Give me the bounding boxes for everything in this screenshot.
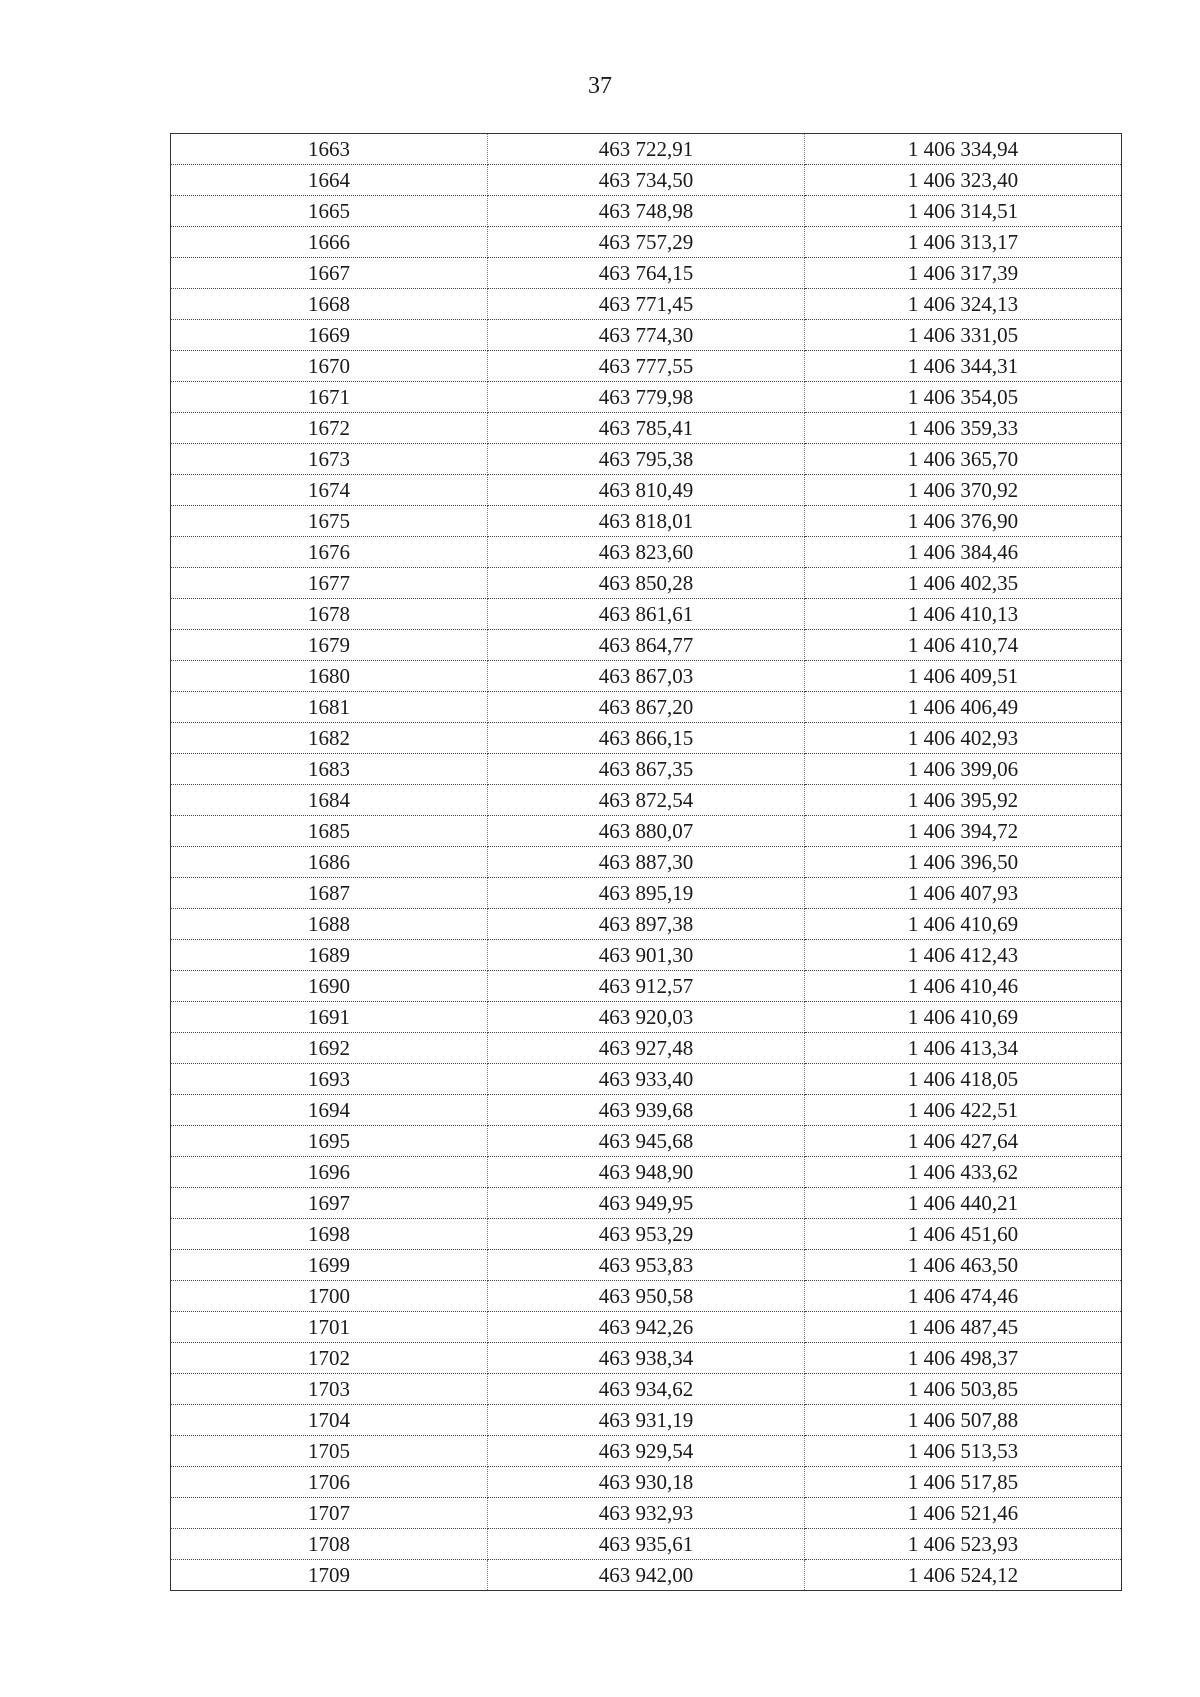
table-row — [171, 1188, 1122, 1219]
x-coordinate-cell: 463 823,60 — [488, 537, 805, 568]
y-coordinate-cell: 1 406 376,90 — [805, 506, 1122, 537]
x-coordinate-cell: 463 930,18 — [488, 1467, 805, 1498]
x-coordinate-cell: 463 939,68 — [488, 1095, 805, 1126]
table-row — [171, 196, 1122, 227]
table-row — [171, 754, 1122, 785]
point-number-cell: 1689 — [171, 940, 488, 971]
y-coordinate-cell: 1 406 498,37 — [805, 1343, 1122, 1374]
point-number-cell: 1680 — [171, 661, 488, 692]
x-coordinate-cell: 463 901,30 — [488, 940, 805, 971]
table-row — [171, 1436, 1122, 1467]
table-row — [171, 382, 1122, 413]
table-row — [171, 475, 1122, 506]
y-coordinate-cell: 1 406 474,46 — [805, 1281, 1122, 1312]
x-coordinate-cell: 463 931,19 — [488, 1405, 805, 1436]
table-row — [171, 1281, 1122, 1312]
point-number-cell: 1670 — [171, 351, 488, 382]
table-row — [171, 630, 1122, 661]
x-coordinate-cell: 463 779,98 — [488, 382, 805, 413]
point-number-cell: 1683 — [171, 754, 488, 785]
y-coordinate-cell: 1 406 402,93 — [805, 723, 1122, 754]
point-number-cell: 1687 — [171, 878, 488, 909]
x-coordinate-cell: 463 795,38 — [488, 444, 805, 475]
x-coordinate-cell: 463 748,98 — [488, 196, 805, 227]
y-coordinate-cell: 1 406 513,53 — [805, 1436, 1122, 1467]
y-coordinate-cell: 1 406 410,74 — [805, 630, 1122, 661]
y-coordinate-cell: 1 406 407,93 — [805, 878, 1122, 909]
point-number-cell: 1668 — [171, 289, 488, 320]
x-coordinate-cell: 463 867,20 — [488, 692, 805, 723]
table-row — [171, 1529, 1122, 1560]
point-number-cell: 1673 — [171, 444, 488, 475]
table-row — [171, 909, 1122, 940]
x-coordinate-cell: 463 810,49 — [488, 475, 805, 506]
point-number-cell: 1665 — [171, 196, 488, 227]
y-coordinate-cell: 1 406 331,05 — [805, 320, 1122, 351]
point-number-cell: 1707 — [171, 1498, 488, 1529]
y-coordinate-cell: 1 406 396,50 — [805, 847, 1122, 878]
y-coordinate-cell: 1 406 359,33 — [805, 413, 1122, 444]
y-coordinate-cell: 1 406 313,17 — [805, 227, 1122, 258]
table-row — [171, 1250, 1122, 1281]
point-number-cell: 1676 — [171, 537, 488, 568]
y-coordinate-cell: 1 406 334,94 — [805, 134, 1122, 165]
table-row — [171, 1219, 1122, 1250]
y-coordinate-cell: 1 406 402,35 — [805, 568, 1122, 599]
x-coordinate-cell: 463 785,41 — [488, 413, 805, 444]
y-coordinate-cell: 1 406 422,51 — [805, 1095, 1122, 1126]
x-coordinate-cell: 463 887,30 — [488, 847, 805, 878]
table-row — [171, 940, 1122, 971]
point-number-cell: 1663 — [171, 134, 488, 165]
y-coordinate-cell: 1 406 324,13 — [805, 289, 1122, 320]
y-coordinate-cell: 1 406 365,70 — [805, 444, 1122, 475]
table-row — [171, 444, 1122, 475]
point-number-cell: 1698 — [171, 1219, 488, 1250]
y-coordinate-cell: 1 406 433,62 — [805, 1157, 1122, 1188]
x-coordinate-cell: 463 734,50 — [488, 165, 805, 196]
table-row — [171, 1126, 1122, 1157]
point-number-cell: 1694 — [171, 1095, 488, 1126]
y-coordinate-cell: 1 406 440,21 — [805, 1188, 1122, 1219]
x-coordinate-cell: 463 897,38 — [488, 909, 805, 940]
point-number-cell: 1679 — [171, 630, 488, 661]
coordinates-table-body — [171, 134, 1122, 1591]
table-row — [171, 1467, 1122, 1498]
y-coordinate-cell: 1 406 344,31 — [805, 351, 1122, 382]
y-coordinate-cell: 1 406 354,05 — [805, 382, 1122, 413]
y-coordinate-cell: 1 406 503,85 — [805, 1374, 1122, 1405]
table-row — [171, 785, 1122, 816]
x-coordinate-cell: 463 945,68 — [488, 1126, 805, 1157]
point-number-cell: 1692 — [171, 1033, 488, 1064]
x-coordinate-cell: 463 920,03 — [488, 1002, 805, 1033]
point-number-cell: 1702 — [171, 1343, 488, 1374]
x-coordinate-cell: 463 950,58 — [488, 1281, 805, 1312]
point-number-cell: 1671 — [171, 382, 488, 413]
point-number-cell: 1667 — [171, 258, 488, 289]
point-number-cell: 1685 — [171, 816, 488, 847]
point-number-cell: 1675 — [171, 506, 488, 537]
x-coordinate-cell: 463 818,01 — [488, 506, 805, 537]
x-coordinate-cell: 463 722,91 — [488, 134, 805, 165]
table-row — [171, 878, 1122, 909]
y-coordinate-cell: 1 406 413,34 — [805, 1033, 1122, 1064]
table-row — [171, 1343, 1122, 1374]
table-row — [171, 1033, 1122, 1064]
point-number-cell: 1684 — [171, 785, 488, 816]
table-row — [171, 1374, 1122, 1405]
y-coordinate-cell: 1 406 427,64 — [805, 1126, 1122, 1157]
x-coordinate-cell: 463 774,30 — [488, 320, 805, 351]
x-coordinate-cell: 463 927,48 — [488, 1033, 805, 1064]
y-coordinate-cell: 1 406 395,92 — [805, 785, 1122, 816]
y-coordinate-cell: 1 406 406,49 — [805, 692, 1122, 723]
point-number-cell: 1677 — [171, 568, 488, 599]
table-row — [171, 165, 1122, 196]
table-row — [171, 568, 1122, 599]
table-row — [171, 413, 1122, 444]
table-row — [171, 971, 1122, 1002]
point-number-cell: 1699 — [171, 1250, 488, 1281]
y-coordinate-cell: 1 406 412,43 — [805, 940, 1122, 971]
x-coordinate-cell: 463 864,77 — [488, 630, 805, 661]
x-coordinate-cell: 463 867,35 — [488, 754, 805, 785]
point-number-cell: 1697 — [171, 1188, 488, 1219]
y-coordinate-cell: 1 406 384,46 — [805, 537, 1122, 568]
table-row — [171, 289, 1122, 320]
table-row — [171, 1405, 1122, 1436]
point-number-cell: 1691 — [171, 1002, 488, 1033]
x-coordinate-cell: 463 933,40 — [488, 1064, 805, 1095]
page-number: 37 — [588, 73, 612, 99]
table-row — [171, 599, 1122, 630]
point-number-cell: 1686 — [171, 847, 488, 878]
point-number-cell: 1706 — [171, 1467, 488, 1498]
point-number-cell: 1681 — [171, 692, 488, 723]
x-coordinate-cell: 463 934,62 — [488, 1374, 805, 1405]
table-row — [171, 723, 1122, 754]
y-coordinate-cell: 1 406 418,05 — [805, 1064, 1122, 1095]
y-coordinate-cell: 1 406 317,39 — [805, 258, 1122, 289]
table-row — [171, 661, 1122, 692]
x-coordinate-cell: 463 948,90 — [488, 1157, 805, 1188]
point-number-cell: 1672 — [171, 413, 488, 444]
point-number-cell: 1690 — [171, 971, 488, 1002]
point-number-cell: 1693 — [171, 1064, 488, 1095]
x-coordinate-cell: 463 867,03 — [488, 661, 805, 692]
y-coordinate-cell: 1 406 394,72 — [805, 816, 1122, 847]
x-coordinate-cell: 463 866,15 — [488, 723, 805, 754]
point-number-cell: 1700 — [171, 1281, 488, 1312]
point-number-cell: 1709 — [171, 1560, 488, 1591]
x-coordinate-cell: 463 942,00 — [488, 1560, 805, 1591]
point-number-cell: 1674 — [171, 475, 488, 506]
table-row — [171, 1560, 1122, 1591]
x-coordinate-cell: 463 953,29 — [488, 1219, 805, 1250]
x-coordinate-cell: 463 912,57 — [488, 971, 805, 1002]
table-row — [171, 692, 1122, 723]
y-coordinate-cell: 1 406 524,12 — [805, 1560, 1122, 1591]
y-coordinate-cell: 1 406 487,45 — [805, 1312, 1122, 1343]
x-coordinate-cell: 463 771,45 — [488, 289, 805, 320]
x-coordinate-cell: 463 932,93 — [488, 1498, 805, 1529]
y-coordinate-cell: 1 406 451,60 — [805, 1219, 1122, 1250]
table-row — [171, 1312, 1122, 1343]
table-row — [171, 1064, 1122, 1095]
table-row — [171, 351, 1122, 382]
x-coordinate-cell: 463 757,29 — [488, 227, 805, 258]
table-row — [171, 1095, 1122, 1126]
point-number-cell: 1682 — [171, 723, 488, 754]
point-number-cell: 1678 — [171, 599, 488, 630]
y-coordinate-cell: 1 406 410,69 — [805, 909, 1122, 940]
x-coordinate-cell: 463 953,83 — [488, 1250, 805, 1281]
y-coordinate-cell: 1 406 314,51 — [805, 196, 1122, 227]
y-coordinate-cell: 1 406 410,69 — [805, 1002, 1122, 1033]
table-row — [171, 227, 1122, 258]
y-coordinate-cell: 1 406 507,88 — [805, 1405, 1122, 1436]
y-coordinate-cell: 1 406 410,13 — [805, 599, 1122, 630]
y-coordinate-cell: 1 406 399,06 — [805, 754, 1122, 785]
table-row — [171, 258, 1122, 289]
x-coordinate-cell: 463 895,19 — [488, 878, 805, 909]
coordinates-table — [170, 133, 1122, 1591]
point-number-cell: 1705 — [171, 1436, 488, 1467]
y-coordinate-cell: 1 406 409,51 — [805, 661, 1122, 692]
point-number-cell: 1669 — [171, 320, 488, 351]
x-coordinate-cell: 463 938,34 — [488, 1343, 805, 1374]
point-number-cell: 1701 — [171, 1312, 488, 1343]
x-coordinate-cell: 463 764,15 — [488, 258, 805, 289]
table-row — [171, 1498, 1122, 1529]
table-row — [171, 847, 1122, 878]
y-coordinate-cell: 1 406 323,40 — [805, 165, 1122, 196]
x-coordinate-cell: 463 935,61 — [488, 1529, 805, 1560]
table-row — [171, 1157, 1122, 1188]
x-coordinate-cell: 463 777,55 — [488, 351, 805, 382]
table-row — [171, 816, 1122, 847]
x-coordinate-cell: 463 872,54 — [488, 785, 805, 816]
y-coordinate-cell: 1 406 523,93 — [805, 1529, 1122, 1560]
y-coordinate-cell: 1 406 463,50 — [805, 1250, 1122, 1281]
point-number-cell: 1708 — [171, 1529, 488, 1560]
y-coordinate-cell: 1 406 410,46 — [805, 971, 1122, 1002]
x-coordinate-cell: 463 949,95 — [488, 1188, 805, 1219]
point-number-cell: 1664 — [171, 165, 488, 196]
table-row — [171, 537, 1122, 568]
table-row — [171, 1002, 1122, 1033]
table-row — [171, 506, 1122, 537]
table-row — [171, 320, 1122, 351]
y-coordinate-cell: 1 406 521,46 — [805, 1498, 1122, 1529]
point-number-cell: 1703 — [171, 1374, 488, 1405]
y-coordinate-cell: 1 406 370,92 — [805, 475, 1122, 506]
x-coordinate-cell: 463 942,26 — [488, 1312, 805, 1343]
y-coordinate-cell: 1 406 517,85 — [805, 1467, 1122, 1498]
point-number-cell: 1696 — [171, 1157, 488, 1188]
x-coordinate-cell: 463 861,61 — [488, 599, 805, 630]
x-coordinate-cell: 463 929,54 — [488, 1436, 805, 1467]
point-number-cell: 1688 — [171, 909, 488, 940]
point-number-cell: 1704 — [171, 1405, 488, 1436]
point-number-cell: 1695 — [171, 1126, 488, 1157]
x-coordinate-cell: 463 880,07 — [488, 816, 805, 847]
point-number-cell: 1666 — [171, 227, 488, 258]
table-row — [171, 134, 1122, 165]
x-coordinate-cell: 463 850,28 — [488, 568, 805, 599]
